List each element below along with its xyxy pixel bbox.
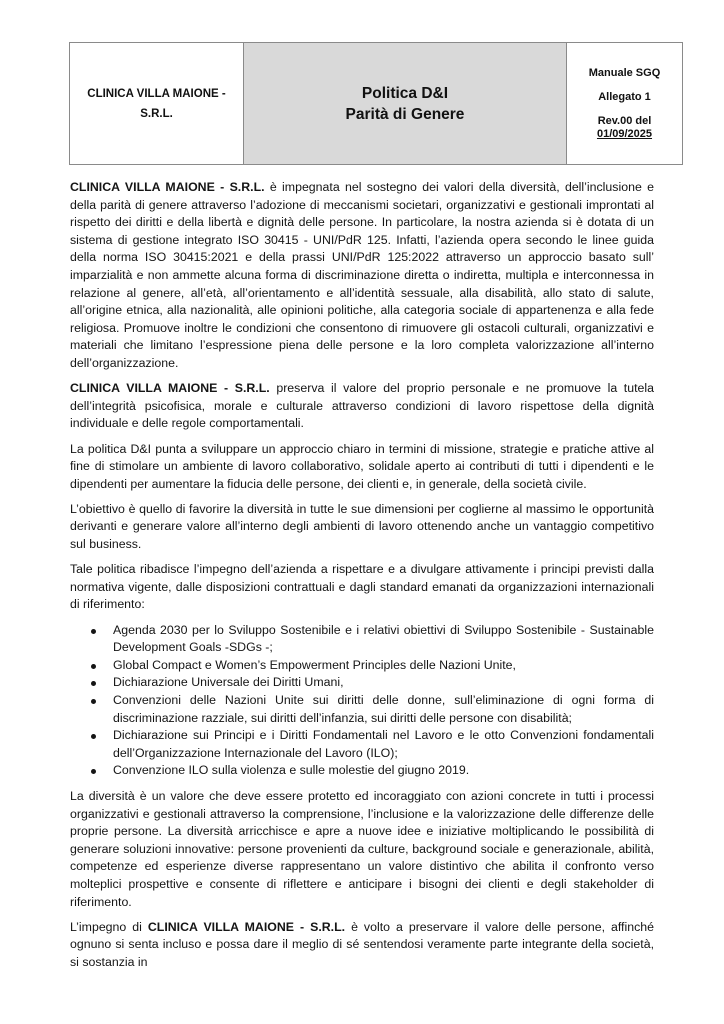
list-item: Agenda 2030 per lo Sviluppo Sostenibile e i relativi obiettivi di Sviluppo Sostenibile - Sustainable Development Goals -SDGs -; [70, 622, 654, 657]
paragraph-4: L’obiettivo è quello di favorire la diversità in tutte le sue dimensioni per coglierne al massimo le opportunità derivanti e generare valore all’interno degli ambienti di lavoro ottenendo anche un vantaggio competitivo sul business. [70, 501, 654, 552]
document-title-cell [244, 43, 567, 164]
header-table [69, 42, 683, 165]
doc-type: Manuale SGQ [588, 66, 661, 79]
company-name-cell [70, 43, 244, 164]
company-name-bold: CLINICA VILLA MAIONE - S.R.L. [70, 381, 270, 396]
document-meta-cell [567, 43, 682, 164]
paragraph-3: La politica D&I punta a sviluppare un approccio chiaro in termini di missione, strategie e pratiche attive al fine di stimolare un ambiente di lavoro collaborativo, solidale aperto ai contributi di tutti i dipendenti e le dipendenti per aumentare la fiducia delle persone, dei clienti e, in generale, della società civile. [70, 441, 654, 491]
company-name-bold: CLINICA VILLA MAIONE - S.R.L. [147, 919, 346, 934]
paragraph-text: è impegnata nel sostegno dei valori della diversità, dell’inclusione e della parità di genere attraverso l’adozione di meccanismi societari, organizzativi e gestionali improntati al rispetto dei diritti e della libertà e dignità delle persone. In particolare, la nostra azienda si è dotata di un sistema di gestione integrato ISO 30415 - UNI/PdR 125. Infatti, l’azienda opera secondo le linee guida della norma ISO 30415:2021 e della prassi UNI/PdR 125:2022 attraverso un approccio basato sull’ imparzialità e non ammette alcuna forma di discriminazione diretta o indiretta, multipla e interconnessa in relazione al genere, all’età, all’orientamento e all’identità sessuale, alla disabilità, allo stato di salute, all’origine etnica, alla nazionalità, alle opinioni politiche, alla categoria sociale di appartenenza e alla fede religiosa. Promuove inoltre le condizioni che consentono di rimuovere gli ostacoli culturali, organizzativi e materiali che limitano l’espressione piena delle persone e la loro completa valorizzazione all’interno dell’organizzazione. [70, 180, 654, 370]
list-item: Convenzione ILO sulla violenza e sulle molestie del giugno 2019. [70, 762, 654, 780]
document-title-line2: Parità di Genere [345, 105, 465, 123]
paragraph-prefix: L’impegno di [70, 919, 148, 934]
company-name-bold: CLINICA VILLA MAIONE - S.R.L. [70, 180, 265, 194]
paragraph-1 [70, 179, 654, 373]
company-name: CLINICA VILLA MAIONE - S.R.L. [87, 87, 226, 120]
revision-date: 01/09/2025 [596, 127, 653, 140]
paragraph-2 [70, 380, 654, 433]
annex-label: Allegato 1 [598, 90, 651, 103]
reference-standards-list [70, 622, 654, 780]
list-item: Convenzioni delle Nazioni Unite sui diritti delle donne, sull’eliminazione di ogni forma di discriminazione razziale, sui diritti dell’infanzia, sui diritti delle persone con disabilità; [70, 692, 654, 727]
list-item: Global Compact e Women’s Empowerment Principles delle Nazioni Unite, [70, 657, 654, 675]
paragraph-6: La diversità è un valore che deve essere protetto ed incoraggiato con azioni concrete in tutti i processi organizzativi e gestionali attraverso la comprensione, l’inclusione e la valorizzazione delle differenze delle proprie persone. La diversità arricchisce e apre a nuove idee e iniziative moltiplicando le possibilità di generare soluzioni innovative: persone provenienti da culture, background sociale e generazionale, abilità, competenze ed esperienze diverse rappresentano un valore distintivo che abilita il confronto verso molteplici prospettive e consente di riflettere e anticipare i bisogni dei clienti e degli stakeholder di riferimento. [70, 788, 654, 909]
document-body [70, 179, 654, 979]
document-title-line1: Politica D&I [361, 84, 449, 102]
paragraph-text: preserva il valore del proprio personale e ne promuove la tutela dell’integrità psicofisica, morale e culturale attraverso condizioni di lavoro rispettose della dignità individuale e delle regole comportamentali. [70, 381, 654, 431]
paragraph-text: è volto a preservare il valore delle persone, affinché ognuno si senta incluso e possa dare il meglio di sé sentendosi veramente parte integrante della società, si sostanzia in [70, 919, 654, 969]
paragraph-7 [70, 919, 654, 972]
revision-label: Rev.00 del [597, 114, 652, 127]
paragraph-5: Tale politica ribadisce l’impegno dell’azienda a rispettare e a divulgare attivamente i principi previsti dalla normativa vigente, dalle disposizioni contrattuali e dagli standard emanati da organizzazioni internazionali di riferimento: [70, 562, 654, 612]
list-item: Dichiarazione Universale dei Diritti Umani, [70, 674, 654, 692]
list-item: Dichiarazione sui Principi e i Diritti Fondamentali nel Lavoro e le otto Convenzioni fondamentali dell’Organizzazione Internazionale del Lavoro (ILO); [70, 727, 654, 762]
